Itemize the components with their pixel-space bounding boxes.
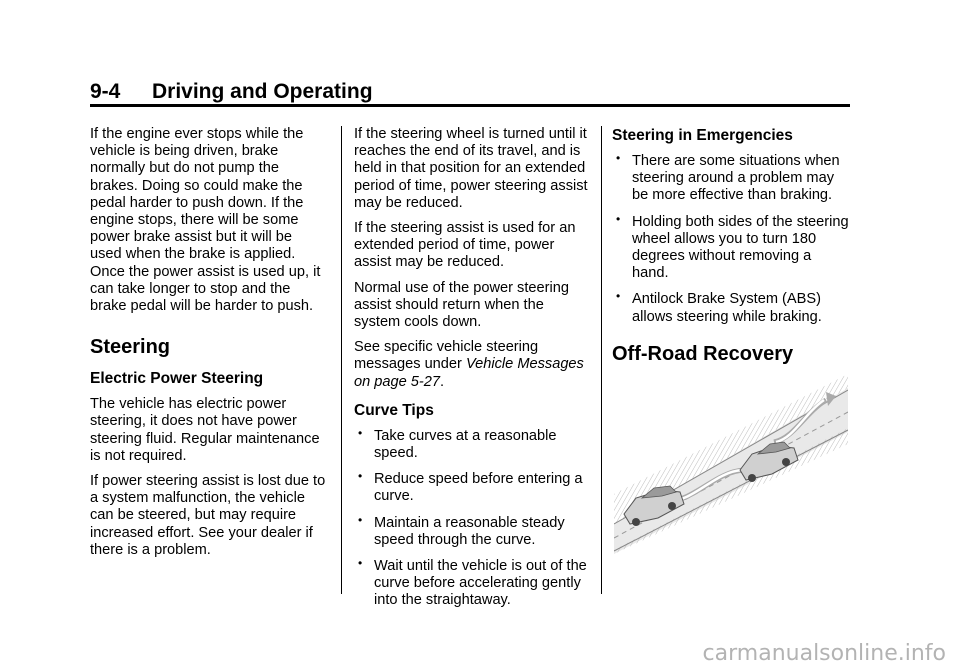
page-header (90, 80, 850, 104)
list-item: • Wait until the vehicle is out of the curve before accelerating gently into the straightaway. (354, 558, 590, 610)
off-road-recovery-illustration (614, 374, 848, 554)
off-road-recovery-heading: Off-Road Recovery (612, 342, 794, 365)
curve-tips-list (354, 428, 590, 610)
list-item: • Take curves at a reasonable speed. (354, 428, 590, 462)
watermark: carmanualsonline.info (702, 641, 946, 666)
chapter-title: Driving and Operating (152, 80, 373, 103)
column-2 (354, 126, 590, 619)
column-1 (90, 126, 326, 567)
steering-end-paragraph: If the steering wheel is turned until it reaches the end of its travel, and is held in that position for an extended period of time, power steering assist may be reduced. (354, 126, 588, 211)
column-divider-1 (341, 126, 342, 594)
steering-heading: Steering (90, 336, 171, 359)
eps-heading: Electric Power Steering (90, 370, 264, 388)
steering-extended-paragraph: If the steering assist is used for an extended period of time, power assist may be reduced. (354, 220, 576, 271)
list-item: • Holding both sides of the steering wheel allows you to turn 180 degrees without removing a hand. (612, 214, 850, 283)
vehicle-messages-paragraph: See specific vehicle steering messages under Vehicle Messages on page 5-27. (354, 339, 584, 390)
emergencies-heading: Steering in Emergencies (612, 127, 793, 144)
emergencies-list (612, 153, 850, 326)
engine-stop-paragraph: If the engine ever stops while the vehicle is being driven, brake normally but do not pump the brakes. Doing so could make the pedal harder to push down. If the engine stops, there will be some power brake assist but it will be used when the brake is applied. Once the power assist is used up, it can take longer to stop and the brake pedal will be harder to push. (90, 126, 321, 315)
column-3 (612, 126, 850, 390)
list-item: • There are some situations when steering around a problem may be more effective than braking. (612, 153, 850, 205)
page-number: 9-4 (90, 80, 121, 103)
curve-tips-heading: Curve Tips (354, 401, 434, 419)
eps-paragraph-1: The vehicle has electric power steering, it does not have power steering fluid. Regular maintenance is not required. (90, 396, 320, 464)
road-shoulder (614, 374, 848, 554)
header-rule (90, 104, 850, 107)
vehicle-messages-link[interactable]: Vehicle Messages on page 5-27 (354, 356, 584, 390)
eps-paragraph-2: If power steering assist is lost due to a system malfunction, the vehicle can be steered, but may require increased effort. See your dealer if there is a problem. (90, 473, 326, 558)
list-item: • Reduce speed before entering a curve. (354, 471, 590, 505)
list-item: • Antilock Brake System (ABS) allows steering while braking. (612, 291, 850, 325)
list-item: • Maintain a reasonable steady speed through the curve. (354, 515, 590, 549)
steering-cooldown-paragraph: Normal use of the power steering assist should return when the system cools down. (354, 279, 569, 331)
column-divider-2 (601, 126, 602, 594)
